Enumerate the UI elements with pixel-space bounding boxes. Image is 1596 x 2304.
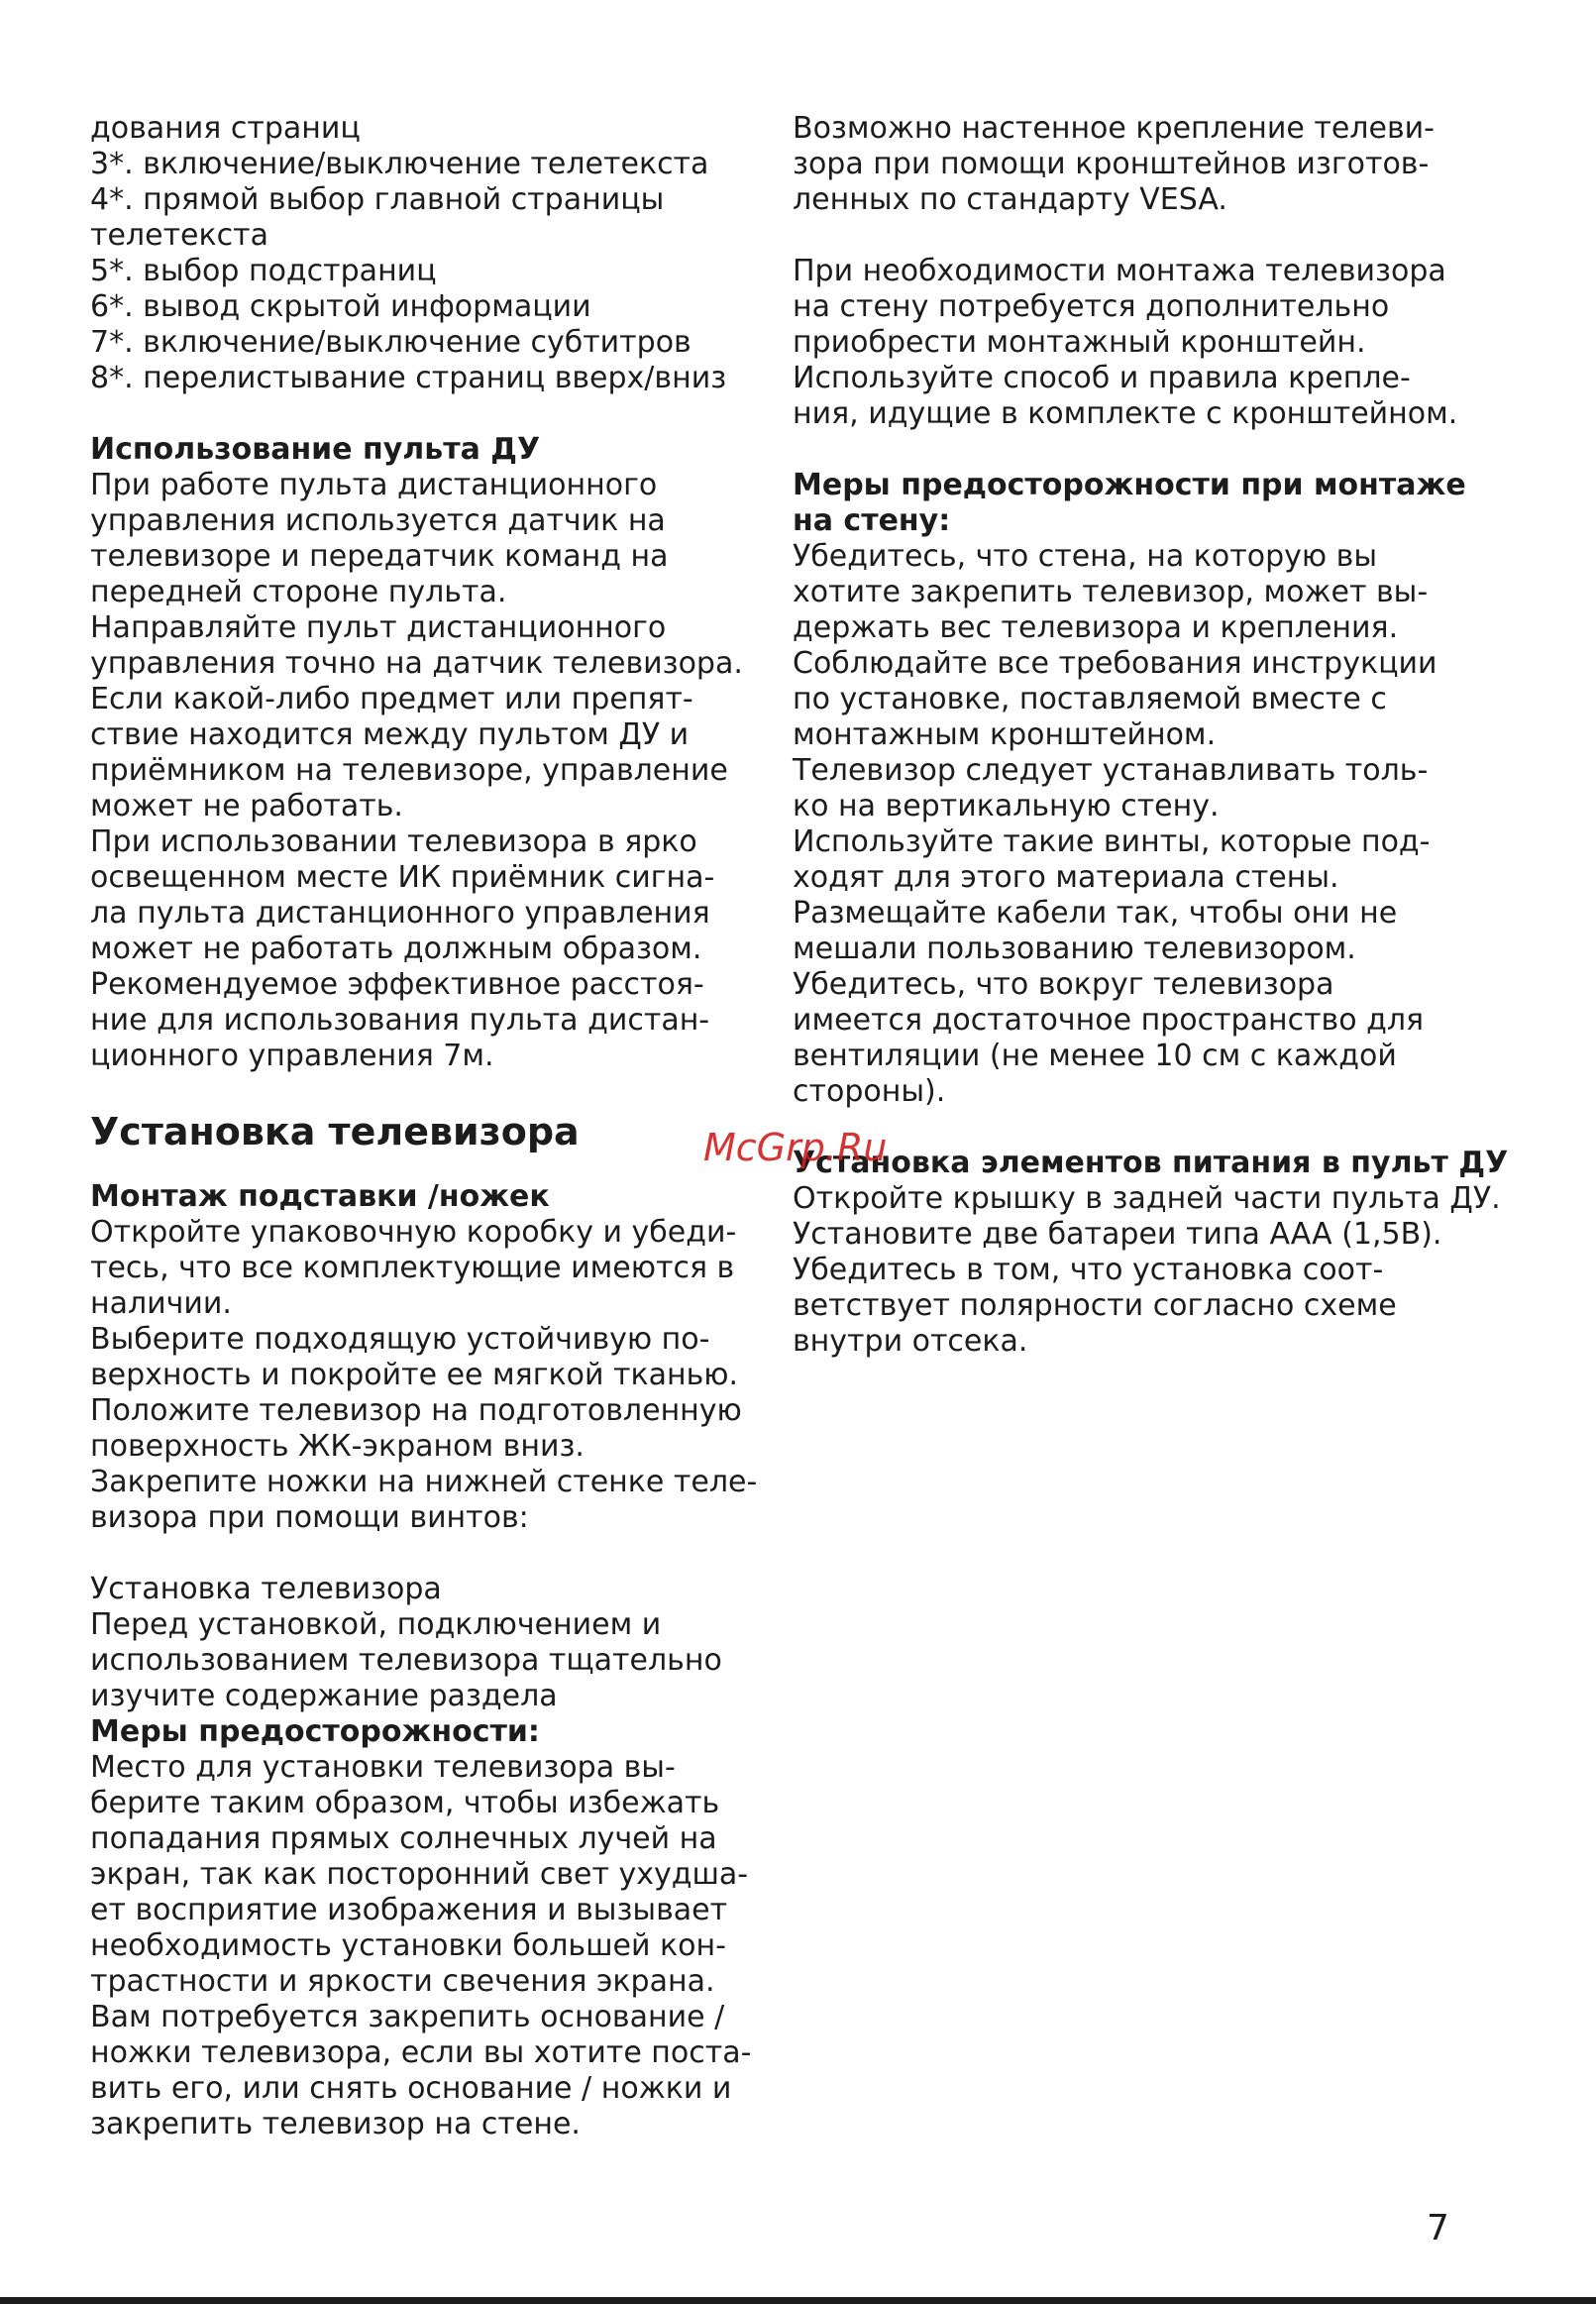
text-line: ходят для этого материала стены.	[793, 860, 1339, 895]
text-line: Вам потребуется закрепить основание /	[90, 2000, 725, 2034]
text-line: Установка телевизора	[90, 1572, 442, 1606]
text-line: мешали пользованию телевизором.	[793, 932, 1356, 966]
list-line: 7*. включение/выключение субтитров	[90, 325, 692, 360]
right-column	[793, 111, 1509, 1360]
text-line: внутри отсека.	[793, 1324, 1028, 1359]
text-line: может не работать должным образом.	[90, 932, 702, 966]
text-line: попадания прямых солнечных лучей на	[90, 1821, 717, 1856]
text-line: ния, идущие в комплекте с кронштейном.	[793, 396, 1458, 431]
precautions-heading: Меры предосторожности:	[90, 1714, 540, 1749]
text-line: может не работать.	[90, 789, 403, 823]
text-line: ствие находится между пультом ДУ и	[90, 717, 690, 752]
text-line: приёмником на телевизоре, управление	[90, 753, 728, 788]
text-line: телевизоре и передатчик команд на	[90, 539, 669, 574]
text-line: ние для использования пульта дистан-	[90, 1003, 710, 1038]
bottom-divider	[0, 2297, 1596, 2304]
text-line: ножки телевизора, если вы хотите поста-	[90, 2035, 752, 2070]
text-line: стороны).	[793, 1074, 946, 1109]
bracket-paragraph	[793, 254, 1506, 432]
text-line: Рекомендуемое эффективное расстоя-	[90, 967, 704, 1002]
text-line: ет восприятие изображения и вызывает	[90, 1893, 728, 1927]
text-line: поверхность ЖК-экраном вниз.	[90, 1429, 585, 1464]
heading-line: на стену:	[793, 503, 951, 538]
text-line: изучите содержание раздела	[90, 1679, 558, 1713]
list-line: 4*. прямой выбор главной страницы	[90, 182, 665, 217]
wall-paragraph	[793, 539, 1506, 1110]
text-line: Направляйте пульт дистанционного	[90, 610, 667, 645]
install-paragraph	[90, 1572, 764, 1714]
left-column	[90, 111, 764, 2142]
watermark: McGrp.Ru	[703, 1126, 888, 1169]
list-line: дования страниц	[90, 111, 361, 146]
text-line: Соблюдайте все требования инструкции	[793, 646, 1437, 681]
text-line: Возможно настенное крепление телеви-	[793, 111, 1435, 146]
text-line: ционного управления 7м.	[90, 1039, 494, 1073]
text-line: Откройте упаковочную коробку и убеди-	[90, 1215, 737, 1250]
text-line: Размещайте кабели так, чтобы они не	[793, 896, 1398, 931]
stand-paragraph	[90, 1215, 764, 1536]
text-line: визора при помощи винтов:	[90, 1500, 529, 1535]
text-line: ленных по стандарту VESA.	[793, 182, 1227, 217]
text-line: освещенном месте ИК приёмник сигна-	[90, 860, 715, 895]
text-line: Положите телевизор на подготовленную	[90, 1393, 742, 1428]
text-line: на стену потребуется дополнительно	[793, 289, 1390, 324]
list-line: 8*. перелистывание страниц вверх/вниз	[90, 361, 727, 395]
remote-heading: Использование пульта ДУ	[90, 432, 541, 467]
text-line: При использовании телевизора в ярко	[90, 824, 697, 859]
text-line: Перед установкой, подключением и	[90, 1607, 662, 1642]
text-line: трастности и яркости свечения экрана.	[90, 1964, 715, 1999]
page-number: 7	[1427, 2208, 1449, 2249]
text-line: зора при помощи кронштейнов изготов-	[793, 147, 1430, 181]
text-line: ко на вертикальную стену.	[793, 789, 1220, 823]
text-line: Выберите подходящую устойчивую по-	[90, 1322, 710, 1357]
battery-heading: Установка элементов питания в пульт ДУ	[793, 1146, 1509, 1180]
remote-paragraph	[90, 468, 764, 1074]
text-line: верхность и покройте ее мягкой тканью.	[90, 1358, 739, 1392]
text-line: Убедитесь в том, что установка соот-	[793, 1253, 1384, 1287]
list-line: 5*. выбор подстраниц	[90, 254, 437, 288]
heading-line: Меры предосторожности при монтаже	[793, 468, 1466, 502]
list-line: 6*. вывод скрытой информации	[90, 289, 591, 324]
text-line: необходимость установки большей кон-	[90, 1928, 726, 1963]
text-line: приобрести монтажный кронштейн.	[793, 325, 1366, 360]
text-line: Используйте такие винты, которые под-	[793, 824, 1431, 859]
teletext-list	[90, 111, 764, 396]
text-line: Место для установки телевизора вы-	[90, 1750, 676, 1785]
stand-heading: Монтаж подставки /ножек	[90, 1179, 550, 1214]
text-line: вить его, или снять основание / ножки и	[90, 2071, 732, 2106]
text-line: ветствует полярности согласно схеме	[793, 1288, 1397, 1323]
text-line: Используйте способ и правила крепле-	[793, 361, 1411, 395]
text-line: Убедитесь, что вокруг телевизора	[793, 967, 1334, 1002]
text-line: имеется достаточное пространство для	[793, 1003, 1425, 1038]
text-line: монтажным кронштейном.	[793, 717, 1217, 752]
text-line: закрепить телевизор на стене.	[90, 2107, 581, 2141]
list-line: 3*. включение/выключение телетекста	[90, 147, 709, 181]
text-line: Установите две батареи типа AAA (1,5В).	[793, 1217, 1442, 1252]
text-line: управления используется датчик на	[90, 503, 666, 538]
text-line: использованием телевизора тщательно	[90, 1643, 722, 1678]
text-line: по установке, поставляемой вместе с	[793, 682, 1387, 716]
text-line: наличии.	[90, 1286, 232, 1321]
text-line: держать вес телевизора и крепления.	[793, 610, 1399, 645]
text-line: Откройте крышку в задней части пульта ДУ.	[793, 1181, 1501, 1216]
wall-heading	[793, 468, 1506, 539]
text-line: передней стороне пульта.	[90, 575, 507, 609]
list-line: телетекста	[90, 218, 268, 253]
text-line: тесь, что все комплектующие имеются в	[90, 1251, 735, 1285]
text-line: При работе пульта дистанционного	[90, 468, 658, 502]
text-line: Закрепите ножки на нижней стенке теле-	[90, 1465, 758, 1499]
text-line: При необходимости монтажа телевизора	[793, 254, 1446, 288]
text-line: Убедитесь, что стена, на которую вы	[793, 539, 1378, 574]
text-line: вентиляции (не менее 10 см с каждой	[793, 1039, 1397, 1073]
text-line: хотите закрепить телевизор, может вы-	[793, 575, 1429, 609]
text-line: Телевизор следует устанавливать толь-	[793, 753, 1429, 788]
text-line: ла пульта дистанционного управления	[90, 896, 710, 931]
text-line: управления точно на датчик телевизора.	[90, 646, 743, 681]
text-line: берите таким образом, чтобы избежать	[90, 1786, 720, 1820]
section-title: Установка телевизора	[90, 1110, 580, 1153]
battery-paragraph	[793, 1181, 1506, 1360]
text-line: экран, так как посторонний свет ухудша-	[90, 1857, 749, 1892]
precautions-paragraph	[90, 1750, 764, 2142]
vesa-paragraph	[793, 111, 1506, 218]
text-line: Если какой-либо предмет или препят-	[90, 682, 693, 716]
